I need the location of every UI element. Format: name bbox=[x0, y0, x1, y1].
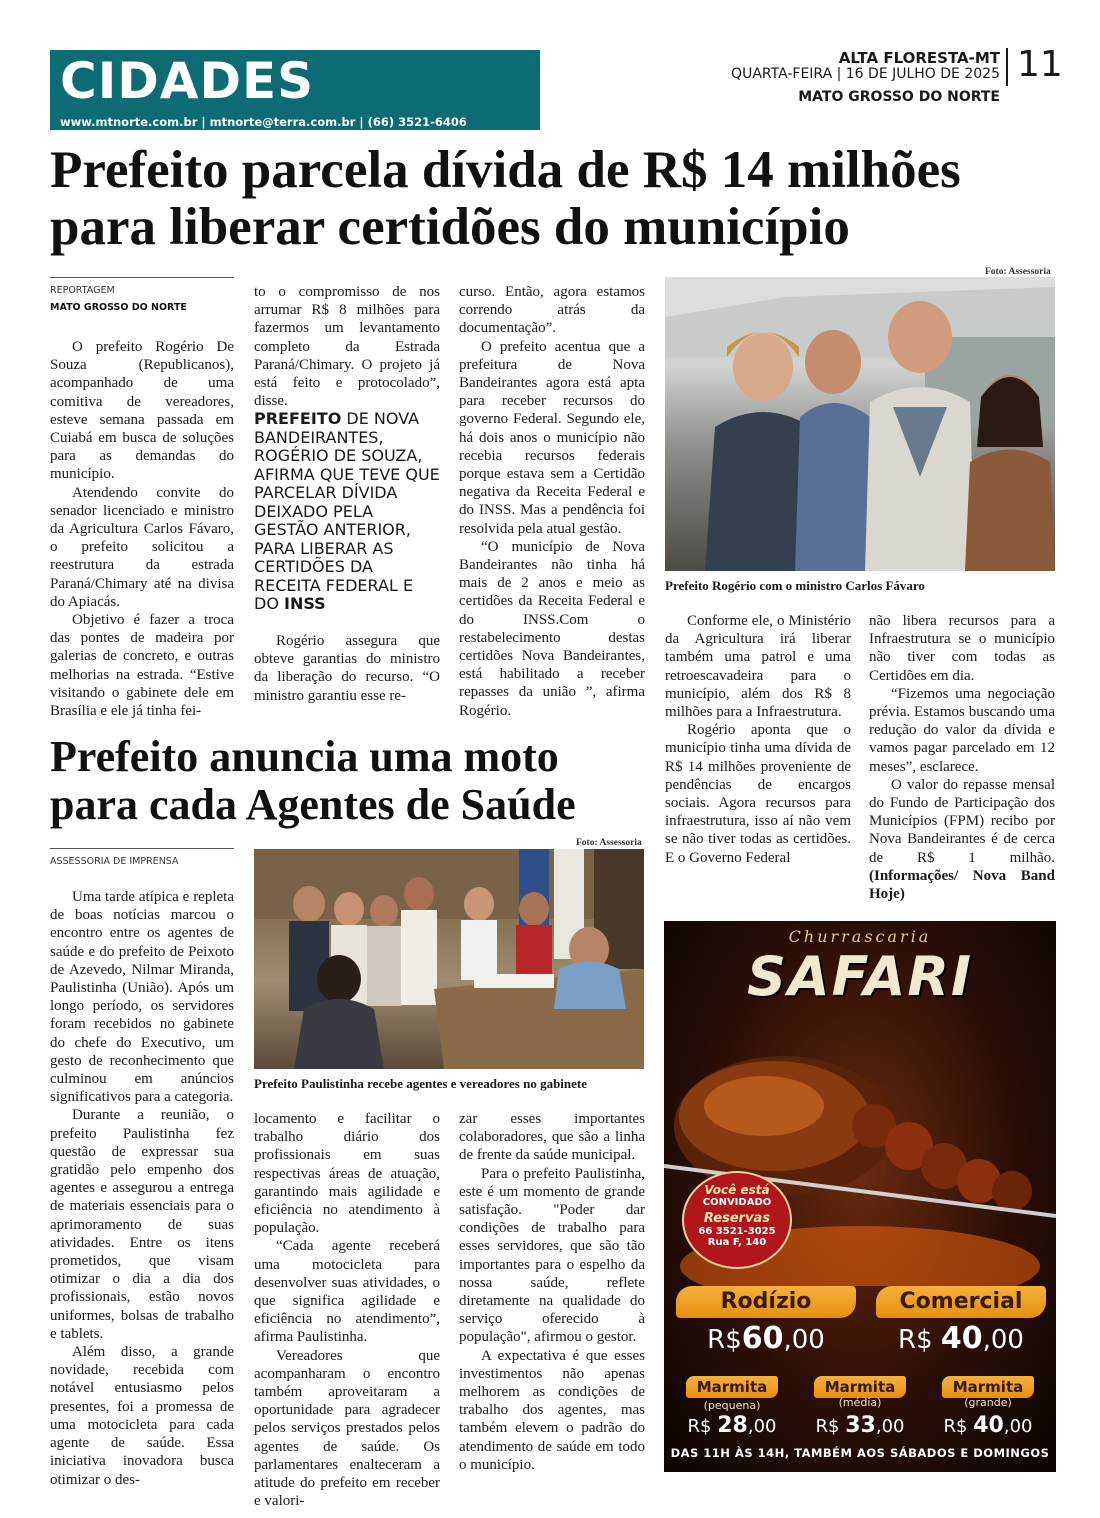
marmita-media-label: Marmita bbox=[814, 1376, 906, 1398]
price-value: 60 bbox=[741, 1321, 784, 1356]
article2-column-3 bbox=[459, 1110, 645, 1474]
article1-source: (Informações/ Nova Band Hoje) bbox=[869, 867, 1055, 903]
restaurant-advertisement bbox=[664, 921, 1056, 1472]
marmita-media-size: (média) bbox=[838, 1396, 882, 1409]
article2-photo-credit: Foto: Assessoria bbox=[576, 838, 642, 848]
article1-column-5 bbox=[869, 612, 1055, 903]
price-cents: ,00 bbox=[1003, 1416, 1033, 1437]
ad-brand-logo: SAFARI bbox=[746, 945, 974, 1008]
article2-byline-label: ASSESSORIA DE IMPRENSA bbox=[50, 856, 179, 867]
edition-city: ALTA FLORESTA-MT bbox=[838, 49, 1000, 67]
article1-photo-caption: Prefeito Rogério com o ministro Carlos Fávaro bbox=[665, 578, 925, 593]
paragraph: não libera recursos para a Infraestrutura se o município não tiver com todas as Certidões em dia. bbox=[869, 613, 1055, 684]
paragraph: O prefeito acentua que a prefeitura de Nova Bandeirantes agora está apta para receber recursos do governo Federal. Segundo ele, há dois anos o município não recebia recursos federais porque estava sem a Certidão negativa da Receita Federal e do INSS. Mas a pendência foi resolvida pela atual gestão. bbox=[459, 338, 645, 537]
paragraph: Vereadores que acompanharam o encontro também aproveitaram a oportunidade para agradecer pelos serviços prestados pelos agentes de saúde. Os parlamentares enalteceram a atitude do prefeito em receber e valori- bbox=[254, 1347, 440, 1510]
badge-phone: 66 3521-3025 bbox=[698, 1226, 776, 1237]
section-title: CIDADES bbox=[60, 52, 315, 110]
currency: R$ bbox=[687, 1416, 712, 1437]
page-number: 11 bbox=[1017, 44, 1063, 85]
price-value: 40 bbox=[973, 1413, 1004, 1438]
price-value: 33 bbox=[845, 1413, 876, 1438]
currency: R$ bbox=[898, 1325, 933, 1355]
publication-name: MATO GROSSO DO NORTE bbox=[798, 89, 1000, 105]
price-value: 40 bbox=[940, 1321, 983, 1356]
paragraph: “Fizemos uma negociação prévia. Estamos buscando uma redução do valor da dívida e vamos pagar parcelado em 12 meses”, esclarece. bbox=[869, 685, 1055, 775]
article1-pull-quote bbox=[254, 410, 440, 614]
paragraph: “O município de Nova Bandeirantes não tinha há mais de 2 anos e meio as certidões da Receita Federal e do INSS.Com o restabelecimento destas certidões Nova Bandeirantes, está habilitado a receber repasses da união ”, afirma Rogério. bbox=[459, 538, 645, 719]
marmita-pequena-price bbox=[682, 1413, 782, 1438]
marmita-grande-price bbox=[938, 1413, 1038, 1438]
paragraph: locamento e facilitar o trabalho diário dos profissionais em suas respectivas áreas de atuação, garantindo mais agilidade e eficiência no atendimento à população. bbox=[254, 1111, 440, 1237]
comercial-label: Comercial bbox=[876, 1286, 1046, 1318]
edition-date: QUARTA-FEIRA | 16 DE JULHO DE 2025 bbox=[731, 66, 1000, 82]
article1-headline: Prefeito parcela dívida de R$ 14 milhões para liberar certidões do município bbox=[50, 141, 961, 257]
article1-column-2-top bbox=[254, 283, 440, 410]
marmita-media-price bbox=[810, 1413, 910, 1438]
paragraph: Durante a reunião, o prefeito Paulistinha fez questão de expressar sua gratidão pelo empenho dos agentes e assegurou a entrega de materiais essenciais para o aprimoramento de suas atividades. Entre os itens prometidos, que visam otimizar o dia a dia dos profissionais, estão novos uniformes, bolsas de trabalho e tablets. bbox=[50, 1107, 234, 1342]
paragraph: Além disso, a grande novidade, recebida com notável entusiasmo pelos presentes, foi a promessa de uma motocicleta para cada agente de saúde. Essa iniciativa inovadora busca otimizar o des- bbox=[50, 1344, 234, 1488]
paragraph: zar esses importantes colaboradores, que são a linha de frente da saúde municipal. bbox=[459, 1111, 645, 1164]
badge-reservations: Reservas bbox=[703, 1211, 771, 1226]
currency: R$ bbox=[815, 1416, 840, 1437]
article1-column-1 bbox=[50, 338, 234, 720]
badge-invited: CONVIDADO bbox=[702, 1197, 772, 1208]
ad-subtitle: Churrascaria bbox=[788, 927, 932, 946]
rodizio-label: Rodízio bbox=[676, 1286, 856, 1318]
paragraph-text: O valor do repasse mensal do Fundo de Participação dos Municípios (FPM) recibo por Nova Bandeirantes é de cerca de R$ 1 milhão. bbox=[869, 776, 1055, 866]
paragraph: to o compromisso de nos arrumar R$ 8 milhões para fazermos um levantamento completo da Estrada Paraná/Chimary. O projeto já está feito e protocolado”, disse. bbox=[254, 284, 440, 410]
comercial-price bbox=[876, 1321, 1046, 1356]
article2-photo-caption: Prefeito Paulistinha recebe agentes e vereadores no gabinete bbox=[254, 1076, 588, 1091]
paragraph: curso. Então, agora estamos correndo atrás da documentação”. bbox=[459, 284, 645, 337]
article1-byline-rule bbox=[50, 277, 234, 278]
paragraph bbox=[869, 776, 1055, 903]
paragraph: Para o prefeito Paulistinha, este é um momento de grande satisfação. "Poder dar condições de trabalho para esses servidores, que são tão importantes para o espelho da nossa saúde, reflete diretamente na qualidade do serviço oferecido à população", afirmou o gestor. bbox=[459, 1165, 645, 1346]
price-value: 28 bbox=[717, 1413, 748, 1438]
pull-quote-lead: PREFEITO bbox=[254, 409, 342, 428]
paragraph: O prefeito Rogério De Souza (Republicanos), acompanhado de uma comitiva de vereadores, esteve semana passada em Cuiabá em busca de soluções para as demandas do município. bbox=[50, 339, 234, 483]
contact-line: www.mtnorte.com.br | mtnorte@terra.com.br | (66) 3521-6406 bbox=[60, 115, 467, 129]
price-cents: ,00 bbox=[783, 1325, 825, 1355]
reservation-badge bbox=[682, 1171, 792, 1269]
badge-address: Rua F, 140 bbox=[707, 1237, 767, 1248]
price-cents: ,00 bbox=[982, 1325, 1024, 1355]
paragraph: Uma tarde atípica e repleta de boas notícias marcou o encontro entre os agentes de saúde e do prefeito de Peixoto de Azevedo, Nilmar Miranda, Paulistinha (União). Após um longo período, os servidores foram recebidos no gabinete do chefe do Executivo, um gesto de reconhecimento que culminou em anúncios significativos para a categoria. bbox=[50, 889, 234, 1106]
article1-column-3 bbox=[459, 283, 645, 720]
article1-photo bbox=[665, 277, 1055, 571]
paragraph: Rogério assegura que obteve garantias do ministro da liberação do recurso. “O ministro garantiu esse re- bbox=[254, 633, 440, 704]
article2-column-2 bbox=[254, 1110, 440, 1510]
price-cents: ,00 bbox=[747, 1416, 777, 1437]
paragraph: Atendendo convite do senador licenciado e ministro da Agricultura Carlos Fávaro, o prefeito solicitou a reestrutura da estrada Paraná/Chimary até na divisa do Apiacás. bbox=[50, 484, 234, 610]
paragraph: Conforme ele, o Ministério da Agricultura irá liberar também uma patrol e uma retroescavadeira para o município, além dos R$ 8 milhões para a Infraestrutura. bbox=[665, 613, 851, 721]
badge-invite-line: Você está bbox=[704, 1183, 770, 1197]
article1-column-4 bbox=[665, 612, 851, 867]
marmita-pequena-label: Marmita bbox=[686, 1376, 778, 1398]
photo-mayor-minister bbox=[665, 277, 1055, 571]
paragraph: “Cada agente receberá uma motocicleta para desenvolver suas atividades, o que significa agilidade e eficiência no atendimento”, afirma Paulistinha. bbox=[254, 1238, 440, 1346]
article2-headline: Prefeito anuncia uma moto para cada Agentes de Saúde bbox=[50, 732, 576, 829]
pull-quote-end: INSS bbox=[284, 594, 326, 613]
ad-hours-footer: DAS 11H ÀS 14H, TAMBÉM AOS SÁBADOS E DOMINGOS bbox=[670, 1446, 1050, 1460]
article2-byline-rule bbox=[50, 848, 234, 849]
paragraph: Rogério aponta que o município tinha uma dívida de R$ 14 milhões proveniente de pendências de encargos sociais. Agora recursos para infraestrutura, isso aí não vem se não tiver todas as certidões. E o Governo Federal bbox=[665, 722, 851, 866]
price-cents: ,00 bbox=[875, 1416, 905, 1437]
paragraph: A expectativa é que esses investimentos não apenas melhorem as condições de trabalho dos agentes, mas também elevem o padrão do atendimento de saúde em todo o município. bbox=[459, 1347, 645, 1473]
marmita-grande-size: (grande) bbox=[964, 1396, 1012, 1409]
marmita-grande-label: Marmita bbox=[942, 1376, 1034, 1398]
marmita-pequena-size: (pequena) bbox=[703, 1399, 761, 1412]
currency: R$ bbox=[707, 1325, 742, 1355]
photo-agents-meeting bbox=[254, 849, 644, 1069]
header-divider bbox=[1006, 48, 1008, 86]
article1-photo-credit: Foto: Assessoria bbox=[985, 267, 1051, 277]
paragraph: Objetivo é fazer a troca das pontes de madeira por galerias de concreto, e outras melhorias na estrada. “Estive visitando o gabinete dele em Brasília e ele já tinha fei- bbox=[50, 612, 234, 720]
pull-quote-text: DE NOVA BANDEIRANTES, ROGÉRIO DE SOUZA, AFIRMA QUE TEVE QUE PARCELAR DÍVIDA DEIXADO PELA GESTÃO ANTERIOR, PARA LIBERAR AS CERTIDÕES DA RECEITA FEDERAL E DO bbox=[254, 409, 440, 613]
article1-byline-name: MATO GROSSO DO NORTE bbox=[50, 302, 187, 313]
article2-column-1 bbox=[50, 888, 234, 1489]
article2-photo bbox=[254, 849, 644, 1069]
rodizio-price bbox=[676, 1321, 856, 1356]
article1-column-2-bottom bbox=[254, 632, 440, 705]
currency: R$ bbox=[943, 1416, 968, 1437]
article1-byline-label: REPORTAGEM bbox=[50, 285, 115, 296]
